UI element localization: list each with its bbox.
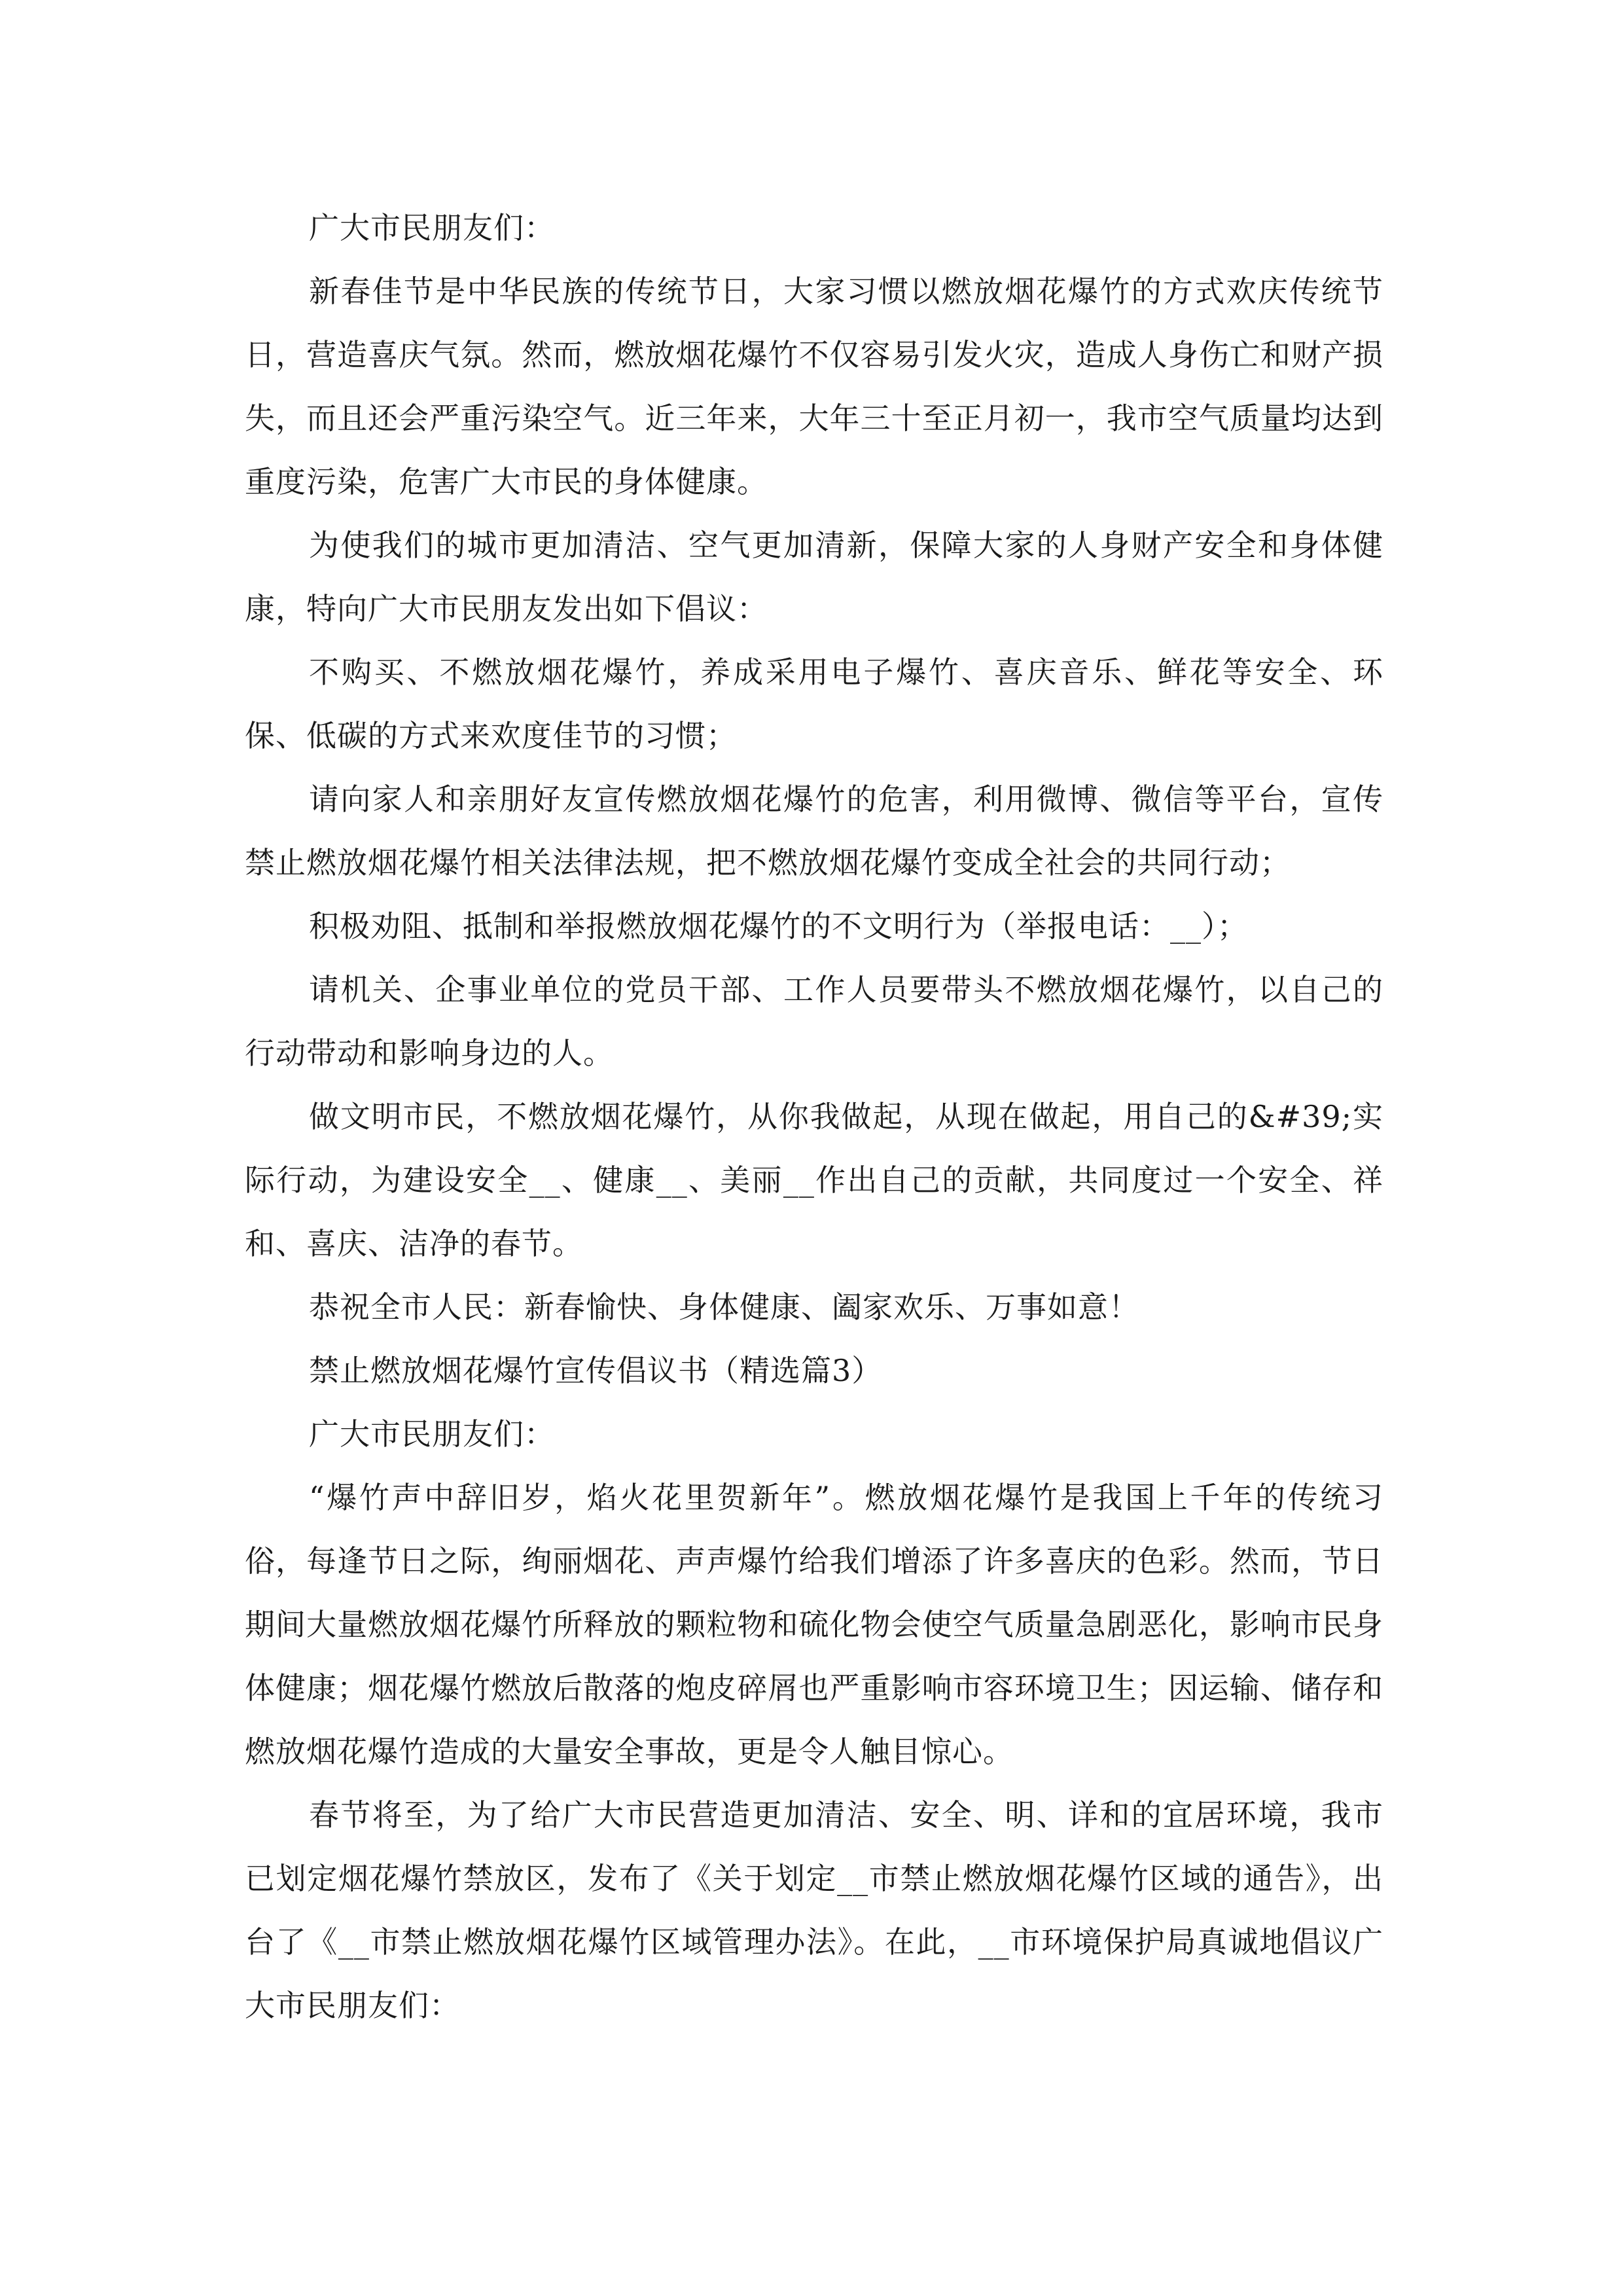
paragraph-publicity: 请向家人和亲朋好友宣传燃放烟花爆竹的危害，利用微博、微信等平台，宣传禁止燃放烟花爆竹相关法律法规，把不燃放烟花爆竹变成全社会的共同行动； [245,781,1383,880]
salutation-2: 广大市民朋友们： [309,1416,555,1452]
paragraph-initiative-intro: 为使我们的城市更加清洁、空气更加清新，保障大家的人身财产安全和身体健康，特向广大市民朋友发出如下倡议： [245,528,1383,626]
paragraph-spring-festival: 春节将至，为了给广大市民营造更加清洁、安全、明、详和的宜居环境，我市已划定烟花爆竹禁放区，发布了《关于划定__市禁止燃放烟花爆竹区域的通告》，出台了《__市禁止燃放烟花爆竹区域管理办法》。在此，__市环境保护局真诚地倡议广大市民朋友们： [245,1797,1383,2023]
paragraph-tradition: “爆竹声中辞旧岁，焰火花里贺新年”。燃放烟花爆竹是我国上千年的传统习俗，每逢节日之际，绚丽烟花、声声爆竹给我们增添了许多喜庆的色彩。然而，节日期间大量燃放烟花爆竹所释放的颗粒物和硫化物会使空气质量急剧恶化，影响市民身体健康；烟花爆竹燃放后散落的炮皮碎屑也严重影响市容环境卫生；因运输、储存和燃放烟花爆竹造成的大量安全事故，更是令人触目惊心。 [245,1480,1383,1769]
paragraph-civilized-citizen: 做文明市民，不燃放烟花爆竹，从你我做起，从现在做起，用自己的&#39;实际行动，为建设安全__、健康__、美丽__作出自己的贡献，共同度过一个安全、祥和、喜庆、洁净的春节。 [245,1099,1383,1261]
paragraph-report: 积极劝阻、抵制和举报燃放烟花爆竹的不文明行为（举报电话：__）； [309,908,1248,944]
paragraph-greeting: 恭祝全市人民：新春愉快、身体健康、阖家欢乐、万事如意！ [309,1289,1139,1325]
paragraph-no-fireworks: 不购买、不燃放烟花爆竹，养成采用电子爆竹、喜庆音乐、鲜花等安全、环保、低碳的方式来欢度佳节的习惯； [245,655,1383,753]
paragraph-officials: 请机关、企事业单位的党员干部、工作人员要带头不燃放烟花爆竹，以自己的行动带动和影响身边的人。 [245,972,1383,1071]
paragraph-festival-intro: 新春佳节是中华民族的传统节日，大家习惯以燃放烟花爆竹的方式欢庆传统节日，营造喜庆气氛。然而，燃放烟花爆竹不仅容易引发火灾，造成人身伤亡和财产损失，而且还会严重污染空气。近三年来，大年三十至正月初一，我市空气质量均达到重度污染，危害广大市民的身体健康。 [245,274,1383,499]
salutation: 广大市民朋友们： [309,210,555,245]
document-body [245,196,1383,2037]
section-heading: 禁止燃放烟花爆竹宣传倡议书（精选篇3） [309,1353,883,1388]
